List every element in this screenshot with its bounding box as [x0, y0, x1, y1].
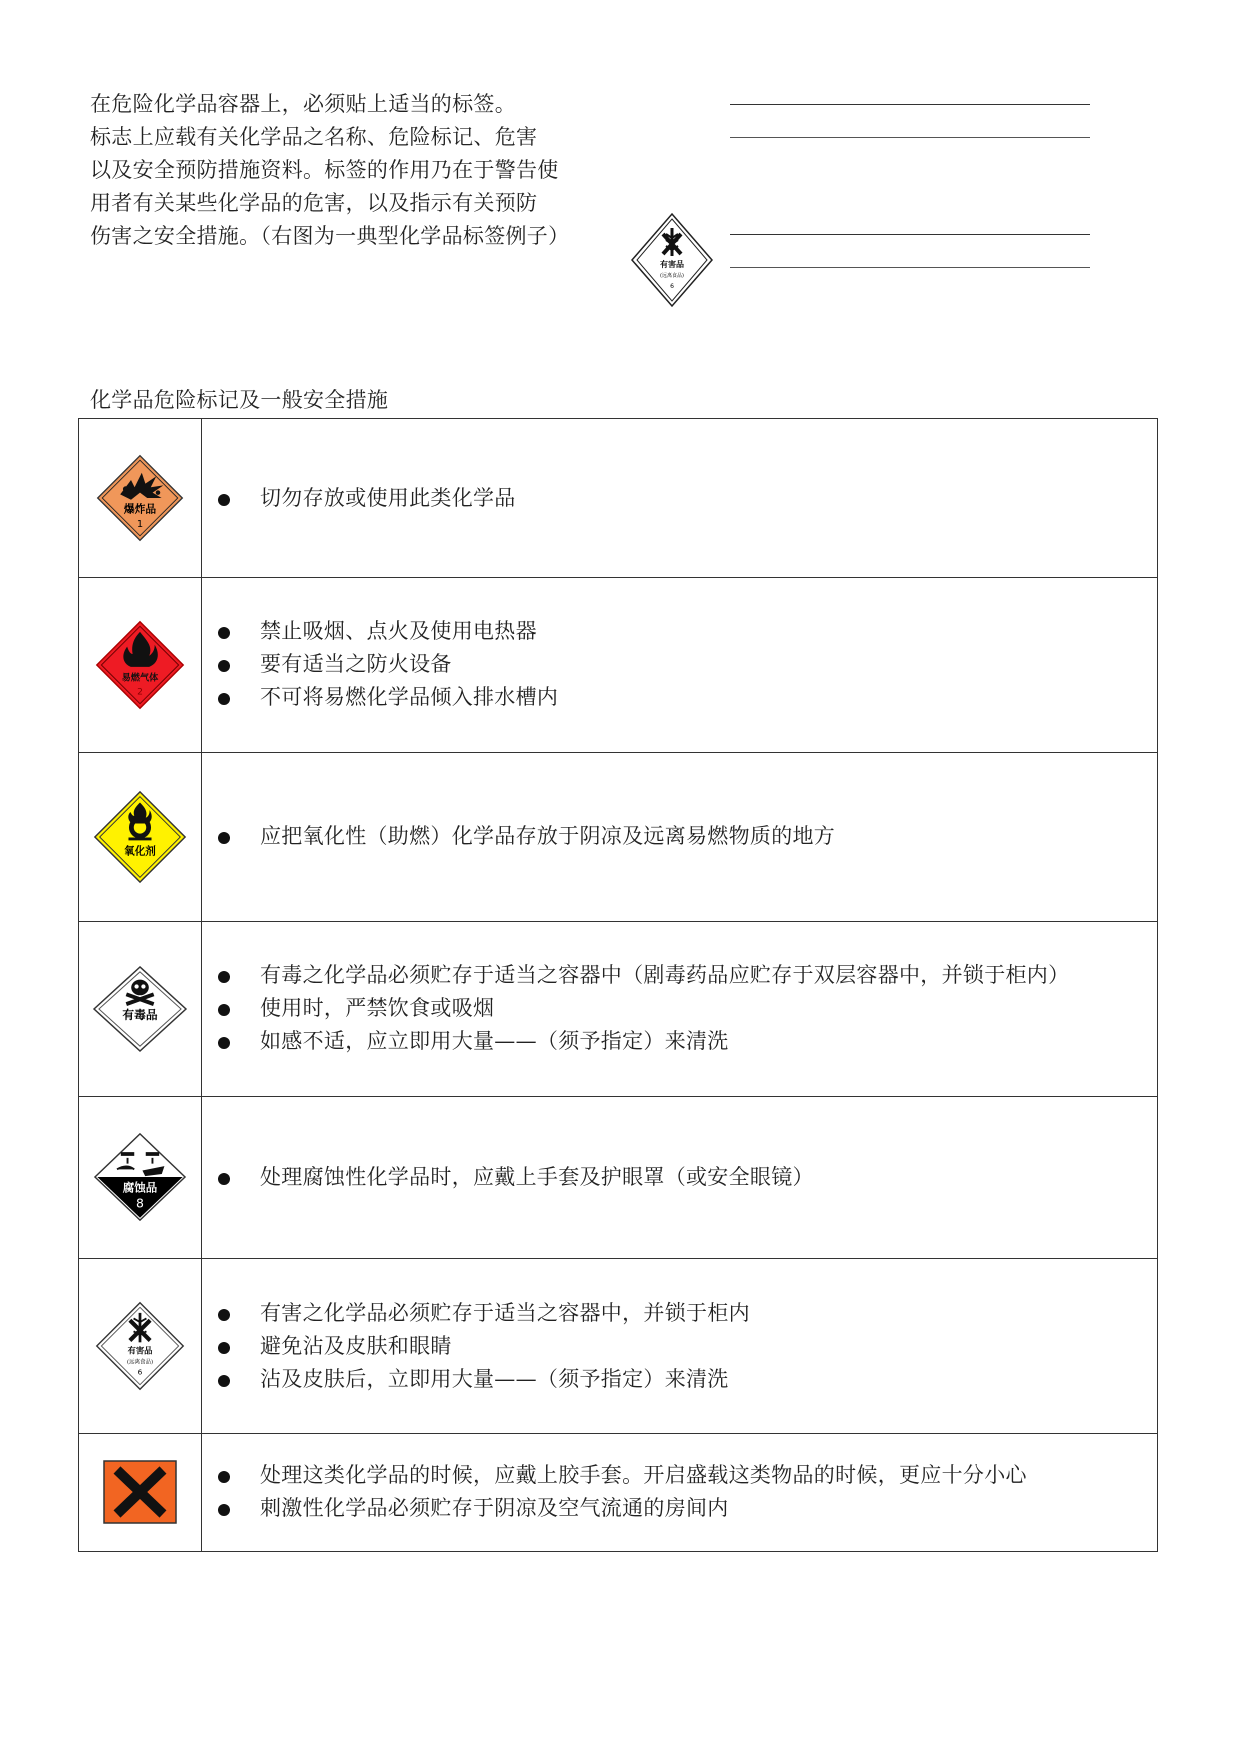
example-sign-sub: (远离食品): [660, 273, 684, 279]
sign-class: 1: [136, 518, 144, 530]
intro-line: 以及安全预防措施资料。标签的作用乃在于警告使: [90, 158, 559, 182]
list-item: 禁止吸烟、点火及使用电热器: [216, 615, 1156, 648]
harmful-cross-wheat-icon: [94, 1300, 186, 1392]
hazard-table: [78, 418, 1158, 1552]
table-row: [79, 752, 1158, 921]
measures-list: [216, 482, 1156, 515]
measures-list: [216, 615, 1156, 714]
sign-class: 8: [136, 1196, 144, 1212]
measures-cell: [202, 578, 1158, 753]
table-row: [79, 578, 1158, 753]
table-row: [79, 1096, 1158, 1259]
example-sign-label: 有害品: [660, 260, 684, 269]
measures-list: [216, 1297, 1156, 1396]
list-item: 处理腐蚀性化学品时，应戴上手套及护眼罩（或安全眼镜）: [216, 1161, 1156, 1194]
measures-list: [216, 959, 1156, 1058]
measures-cell: [202, 922, 1158, 1097]
measures-list: [216, 1161, 1156, 1194]
measures-cell: [202, 1433, 1158, 1551]
flame-icon: [94, 619, 186, 711]
list-item: 刺激性化学品必须贮存于阴凉及空气流通的房间内: [216, 1492, 1156, 1525]
icon-cell: [79, 1096, 202, 1259]
label-blank-line: [730, 104, 1090, 105]
icon-cell: [79, 1433, 202, 1551]
table-row: [79, 922, 1158, 1097]
table-row: [79, 1433, 1158, 1551]
list-item: 有害之化学品必须贮存于适当之容器中，并锁于柜内: [216, 1297, 1156, 1330]
icon-cell: [79, 578, 202, 753]
list-item: 要有适当之防火设备: [216, 648, 1156, 681]
label-blank-line: [730, 137, 1090, 138]
sign-label: 有毒品: [122, 1007, 158, 1022]
list-item: 如感不适，应立即用大量——（须予指定）来清洗: [216, 1025, 1156, 1058]
measures-list: [216, 1459, 1156, 1525]
icon-cell: [79, 419, 202, 578]
sign-sub: (远离食品): [126, 1359, 154, 1366]
sign-label: 爆炸品: [123, 502, 157, 516]
table-row: [79, 1259, 1158, 1434]
list-item: 不可将易燃化学品倾入排水槽内: [216, 681, 1156, 714]
table-title: 化学品危险标记及一般安全措施: [90, 388, 389, 412]
icon-cell: [79, 922, 202, 1097]
measures-list: [216, 820, 1156, 853]
corrosion-icon: [92, 1131, 188, 1223]
list-item: 有毒之化学品必须贮存于适当之容器中（剧毒药品应贮存于双层容器中，并锁于柜内）: [216, 959, 1156, 992]
measures-cell: [202, 1259, 1158, 1434]
list-item: 切勿存放或使用此类化学品: [216, 482, 1156, 515]
label-blank-line: [730, 234, 1090, 235]
example-harmful-sign-icon: [630, 212, 714, 308]
sign-label: 易燃气体: [121, 672, 159, 684]
intro-line: 用者有关某些化学品的危害，以及指示有关预防: [90, 191, 538, 215]
sign-class: 6: [137, 1367, 143, 1377]
label-blank-line: [730, 267, 1090, 268]
measures-cell: [202, 1096, 1158, 1259]
icon-cell: [79, 752, 202, 921]
measures-cell: [202, 752, 1158, 921]
table-row: [79, 419, 1158, 578]
example-sign-class: 6: [670, 283, 674, 290]
intro-line: 伤害之安全措施。（右图为一典型化学品标签例子）: [90, 224, 570, 248]
measures-cell: [202, 419, 1158, 578]
intro-line: 标志上应载有关化学品之名称、危险标记、危害: [90, 125, 538, 149]
icon-cell: [79, 1259, 202, 1434]
list-item: 沾及皮肤后，立即用大量——（须予指定）来清洗: [216, 1363, 1156, 1396]
sign-class: 2: [137, 686, 143, 698]
flame-over-circle-icon: [92, 789, 188, 885]
sign-label: 氧化剂: [124, 845, 156, 858]
list-item: 避免沾及皮肤和眼睛: [216, 1330, 1156, 1363]
irritant-x-icon: [103, 1460, 177, 1524]
list-item: 使用时，严禁饮食或吸烟: [216, 992, 1156, 1025]
intro-line: 在危险化学品容器上，必须贴上适当的标签。: [90, 92, 516, 116]
sign-label: 有害品: [127, 1345, 153, 1356]
sign-label: 腐蚀品: [122, 1180, 158, 1195]
list-item: 处理这类化学品的时候，应戴上胶手套。开启盛载这类物品的时候，更应十分小心: [216, 1459, 1156, 1492]
list-item: 应把氧化性（助燃）化学品存放于阴凉及远离易燃物质的地方: [216, 820, 1156, 853]
explosion-icon: [95, 453, 185, 543]
intro-paragraph: [90, 88, 590, 253]
skull-crossbones-icon: [91, 964, 189, 1054]
